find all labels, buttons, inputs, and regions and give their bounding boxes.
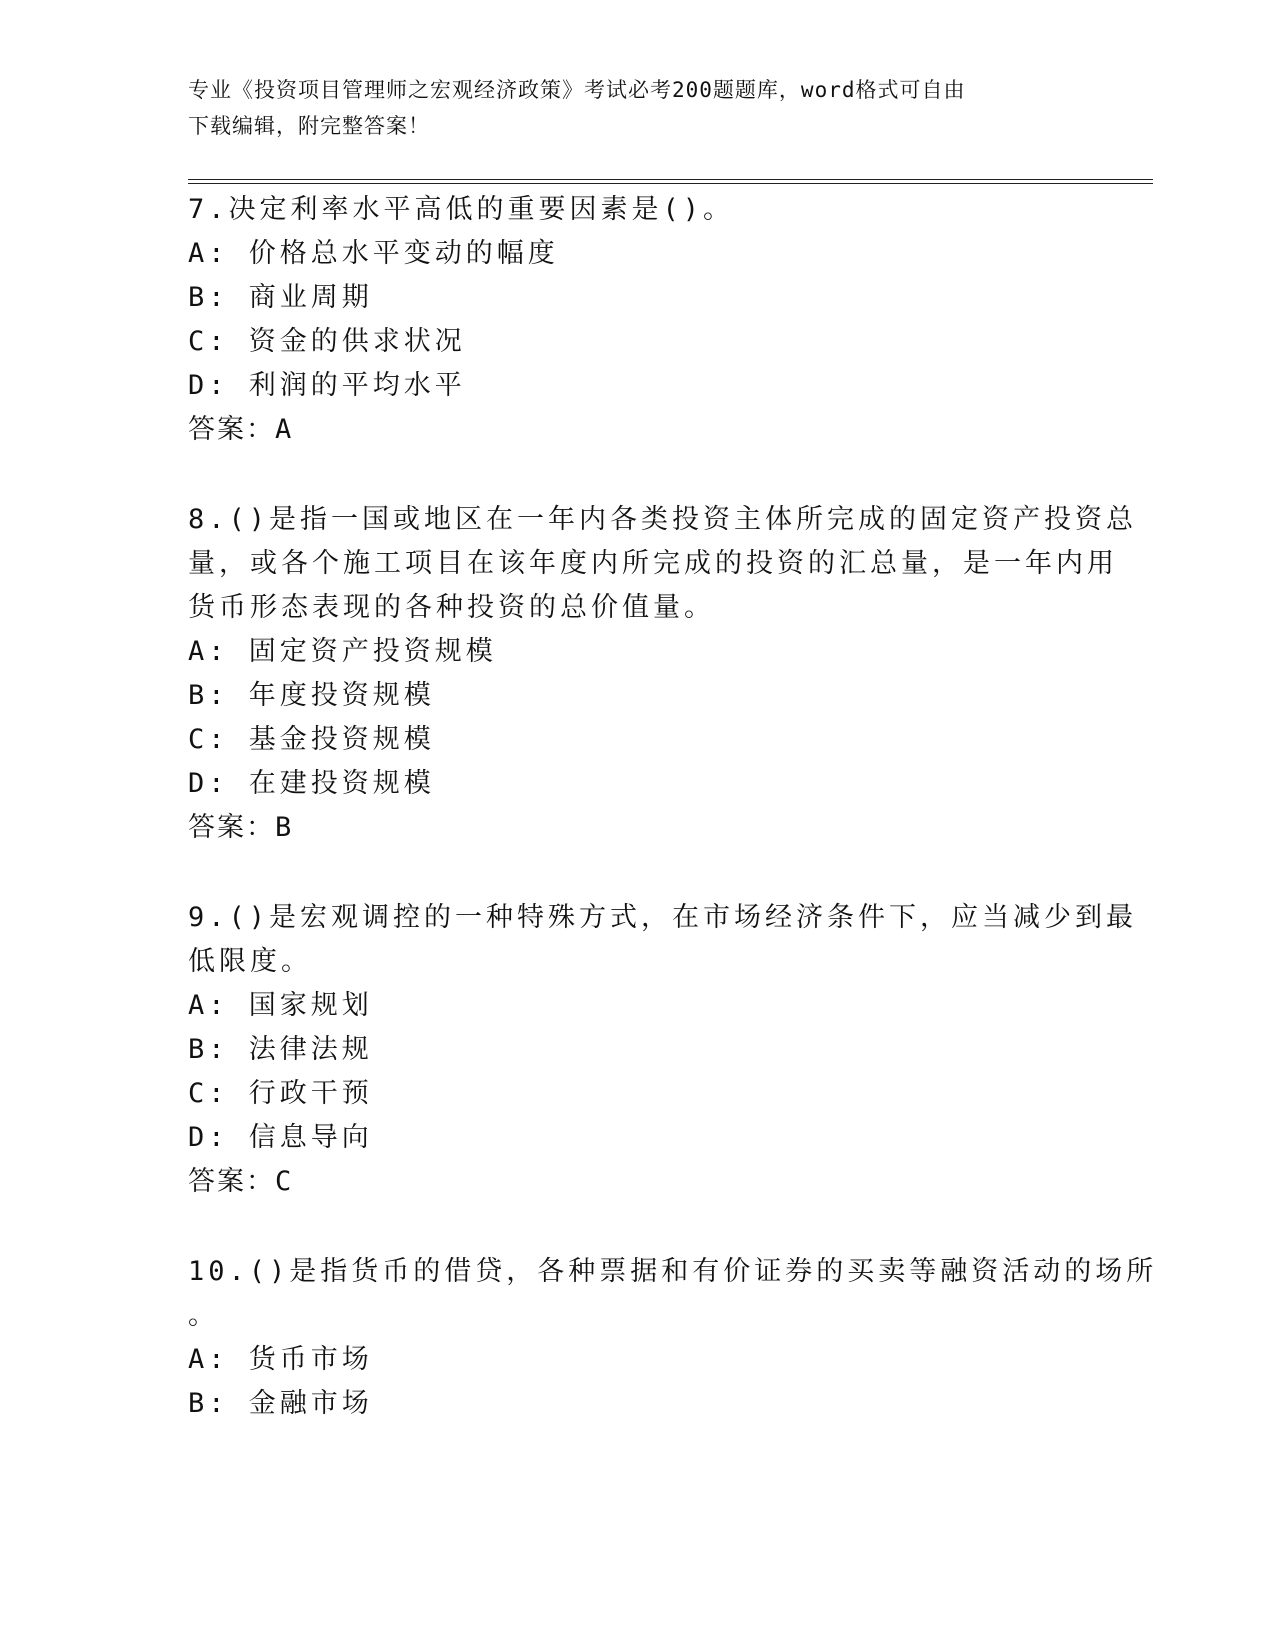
question-stem: 10.()是指货币的借贷，各种票据和有价证券的买卖等融资活动的场所 (188, 1256, 1158, 1287)
option-b: B: 法律法规 (188, 1034, 373, 1065)
question-stem: 量，或各个施工项目在该年度内所完成的投资的汇总量，是一年内用 (188, 548, 1118, 579)
option-a: A: 价格总水平变动的幅度 (188, 238, 559, 269)
option-c: C: 资金的供求状况 (188, 326, 466, 357)
option-d: D: 利润的平均水平 (188, 370, 466, 401)
question-stem: 8.()是指一国或地区在一年内各类投资主体所完成的固定资产投资总 (188, 504, 1138, 535)
option-d: D: 在建投资规模 (188, 768, 435, 799)
option-d: D: 信息导向 (188, 1122, 373, 1153)
header-line-1: 专业《投资项目管理师之宏观经济政策》考试必考200题题库，word格式可自由 (188, 78, 966, 102)
option-c: C: 基金投资规模 (188, 724, 435, 755)
question-stem: 7.决定利率水平高低的重要因素是()。 (188, 194, 735, 225)
option-a: A: 固定资产投资规模 (188, 636, 497, 667)
option-a: A: 货币市场 (188, 1344, 373, 1375)
answer-line: 答案：B (188, 812, 294, 843)
option-b: B: 年度投资规模 (188, 680, 435, 711)
question-stem: 低限度。 (188, 946, 312, 977)
header-divider-top (188, 179, 1153, 180)
answer-line: 答案：A (188, 414, 294, 445)
answer-line: 答案：C (188, 1166, 294, 1197)
option-c: C: 行政干预 (188, 1078, 373, 1109)
question-stem: 。 (188, 1300, 219, 1331)
header-line-2: 下载编辑，附完整答案！ (188, 114, 430, 138)
header-text (188, 72, 1088, 144)
option-a: A: 国家规划 (188, 990, 373, 1021)
header-divider-bottom (188, 183, 1153, 184)
option-b: B: 商业周期 (188, 282, 373, 313)
option-b: B: 金融市场 (188, 1388, 373, 1419)
question-stem: 货币形态表现的各种投资的总价值量。 (188, 592, 715, 623)
question-stem: 9.()是宏观调控的一种特殊方式，在市场经济条件下，应当减少到最 (188, 902, 1138, 933)
